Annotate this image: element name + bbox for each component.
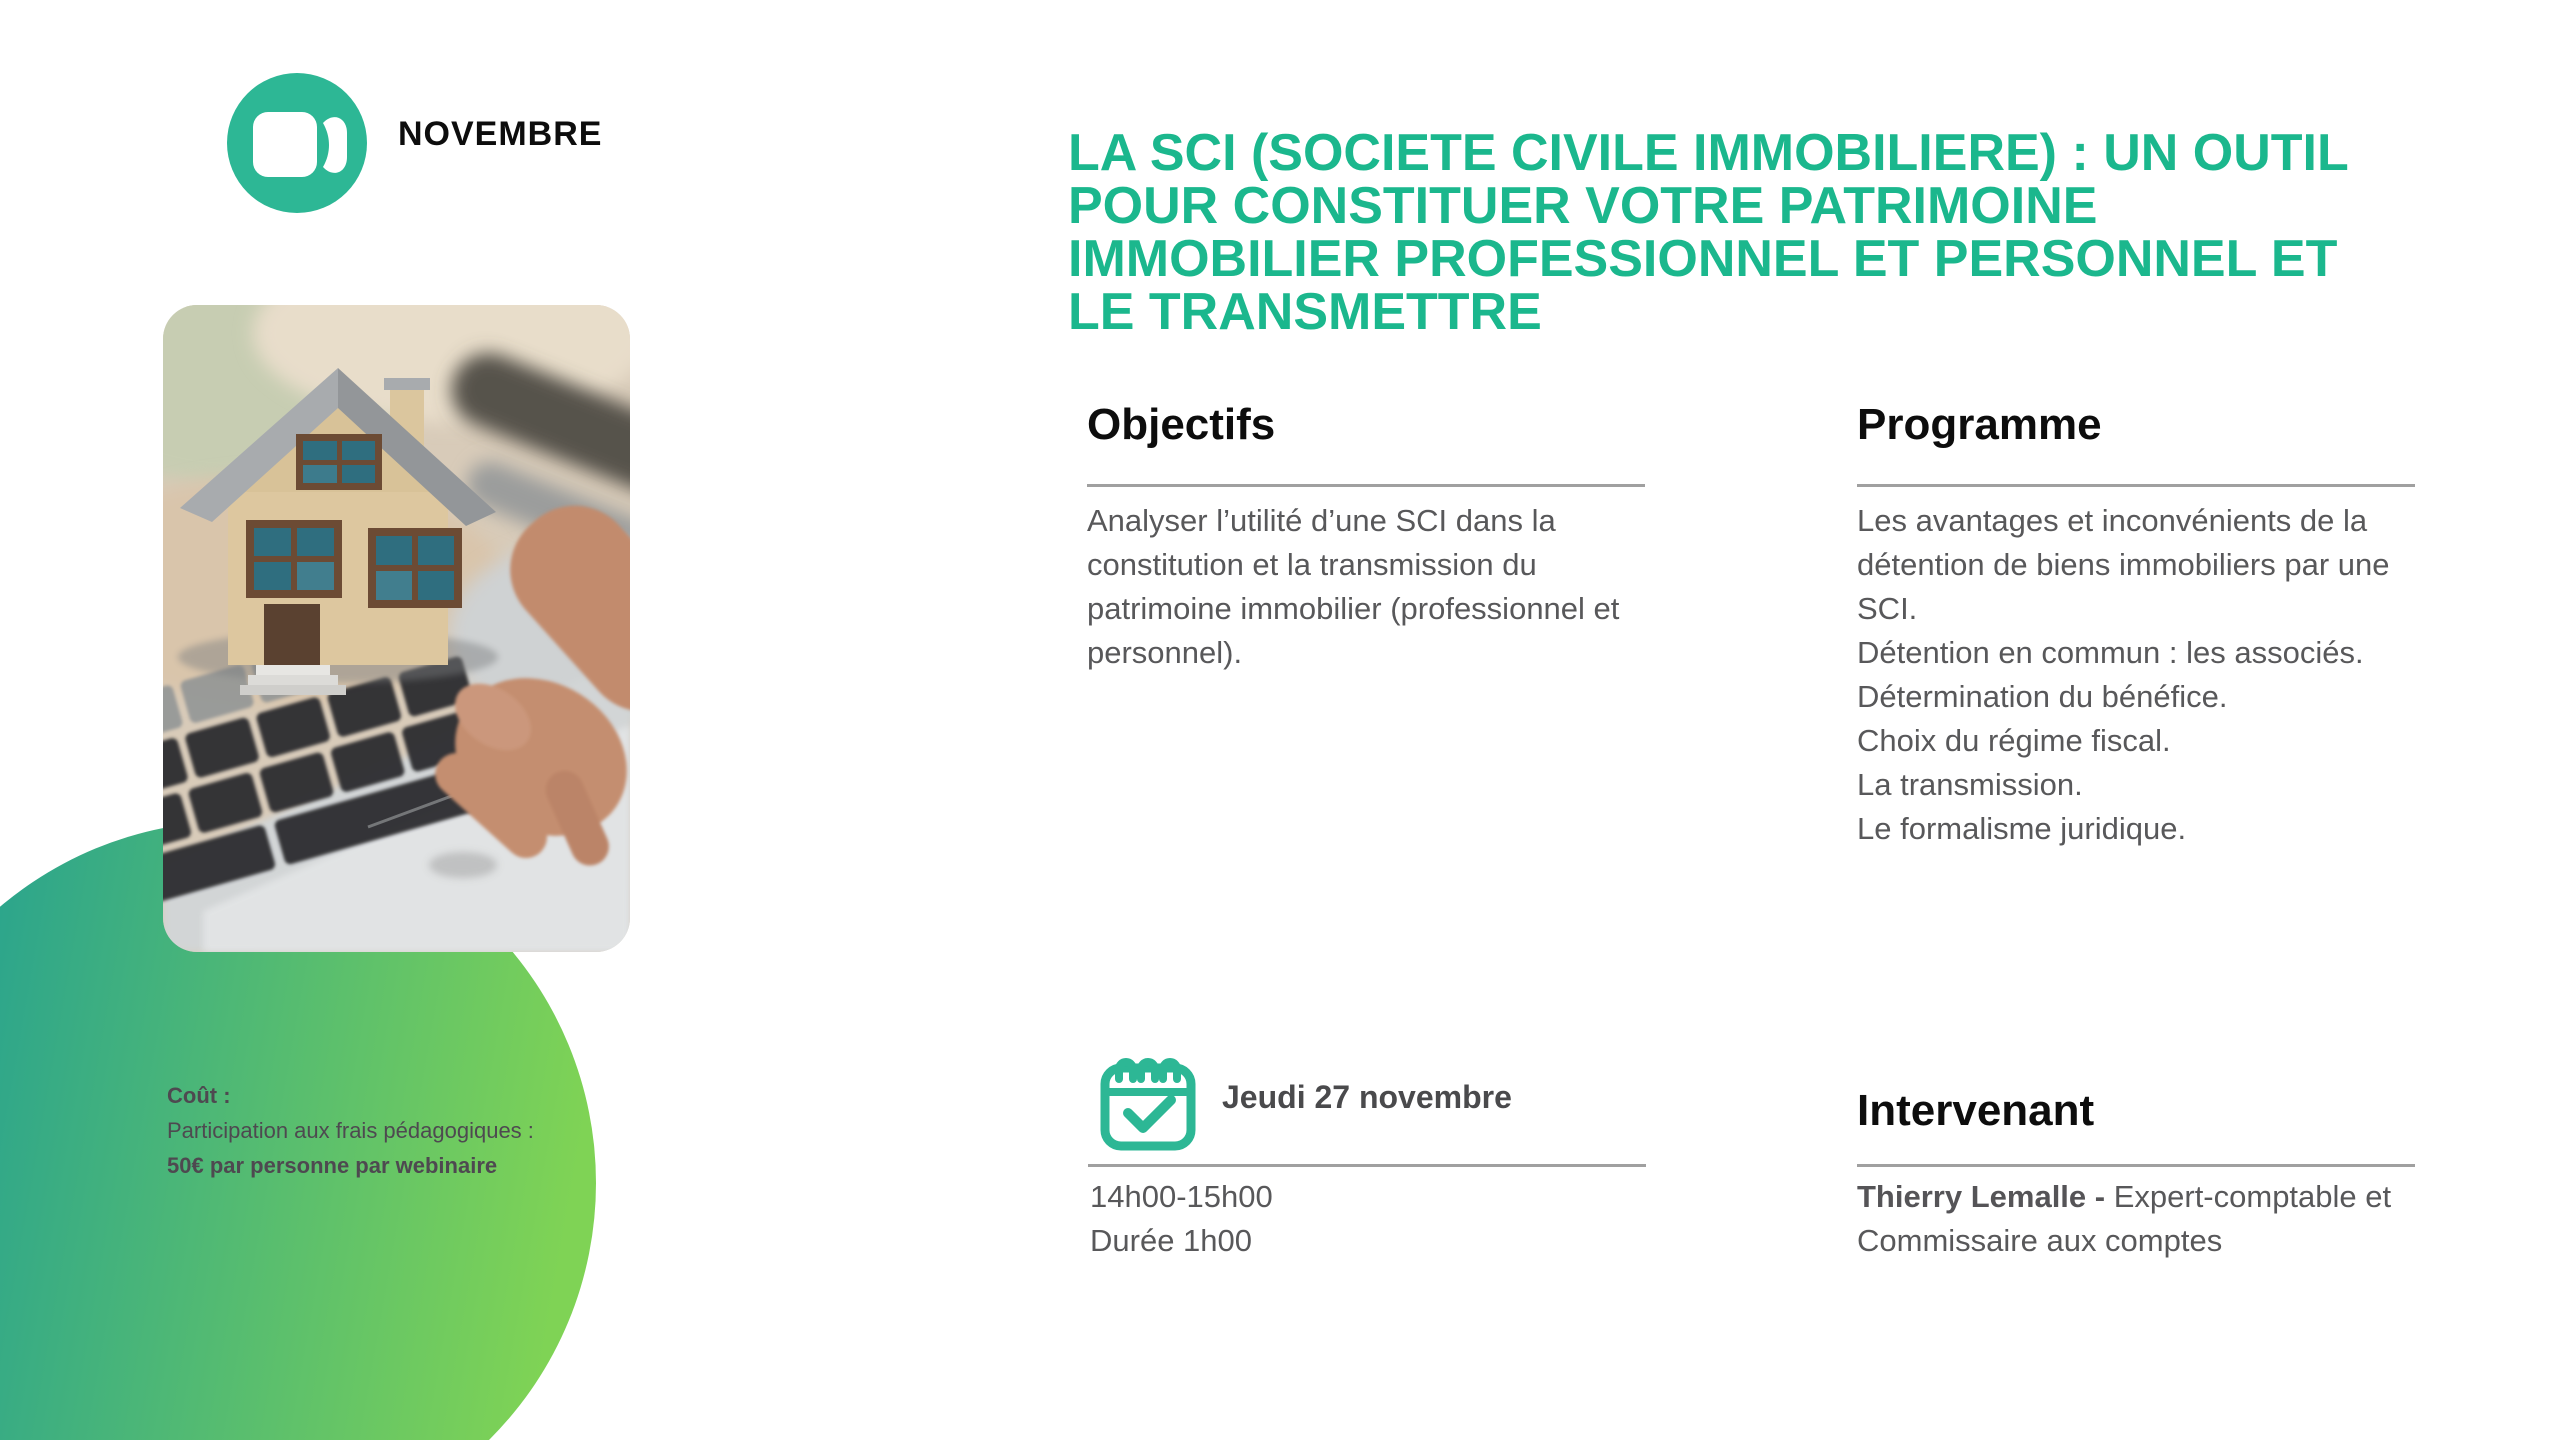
page-title bbox=[1068, 124, 2349, 341]
programme-heading: Programme bbox=[1857, 400, 2102, 449]
gable-window bbox=[296, 434, 382, 490]
door bbox=[264, 604, 320, 665]
session-times bbox=[1090, 1175, 1273, 1263]
intervenant-heading: Intervenant bbox=[1857, 1086, 2095, 1135]
programme-divider bbox=[1857, 484, 2415, 487]
title-line: LE TRANSMETTRE bbox=[1068, 283, 1542, 341]
intervenant-name: Thierry Lemalle - bbox=[1857, 1179, 2106, 1214]
intervenant-divider bbox=[1857, 1164, 2415, 1167]
title-line: LA SCI (SOCIETE CIVILE IMMOBILIERE) : UN OUTIL bbox=[1068, 124, 2349, 182]
objectifs-body: Analyser l’utilité d’une SCI dans la constitution et la transmission du patrimoine immobilier (professionnel et personnel). bbox=[1087, 503, 1620, 670]
month-label: NOVEMBRE bbox=[398, 115, 603, 153]
left-window bbox=[246, 520, 342, 598]
session-date: Jeudi 27 novembre bbox=[1222, 1079, 1512, 1115]
programme-item: Détermination du bénéfice. bbox=[1857, 679, 2228, 714]
session-time-range: 14h00-15h00 bbox=[1090, 1179, 1273, 1214]
cost-price: 50€ par personne par webinaire bbox=[167, 1153, 498, 1178]
programme-item: Les avantages et inconvénients de la détention de biens immobiliers par une SCI. bbox=[1857, 503, 2390, 626]
session-duration: Durée 1h00 bbox=[1090, 1223, 1253, 1258]
intervenant-body bbox=[1857, 1175, 2422, 1263]
programme-list bbox=[1857, 499, 2422, 851]
programme-item: Le formalisme juridique. bbox=[1857, 811, 2187, 846]
title-line: IMMOBILIER PROFESSIONNEL ET PERSONNEL ET bbox=[1068, 230, 2338, 288]
programme-item: La transmission. bbox=[1857, 767, 2083, 802]
session-divider bbox=[1088, 1164, 1646, 1167]
calendar-check-icon bbox=[1098, 1051, 1198, 1151]
house-laptop-photo bbox=[163, 305, 630, 952]
right-window bbox=[368, 528, 462, 608]
cost-detail: Participation aux frais pédagogiques : bbox=[167, 1118, 534, 1143]
cost-label: Coût : bbox=[167, 1083, 231, 1108]
cost-block bbox=[167, 1078, 637, 1183]
video-camera-icon bbox=[227, 73, 367, 213]
title-line: POUR CONSTITUER VOTRE PATRIMOINE bbox=[1068, 177, 2098, 235]
intervenant-role: Expert-comptable et Commissaire aux comptes bbox=[1857, 1179, 2392, 1258]
programme-item: Choix du régime fiscal. bbox=[1857, 723, 2171, 758]
objectifs-heading: Objectifs bbox=[1087, 400, 1276, 449]
objectifs-divider bbox=[1087, 484, 1645, 487]
photo-illustration bbox=[163, 305, 630, 952]
programme-item: Détention en commun : les associés. bbox=[1857, 635, 2364, 670]
